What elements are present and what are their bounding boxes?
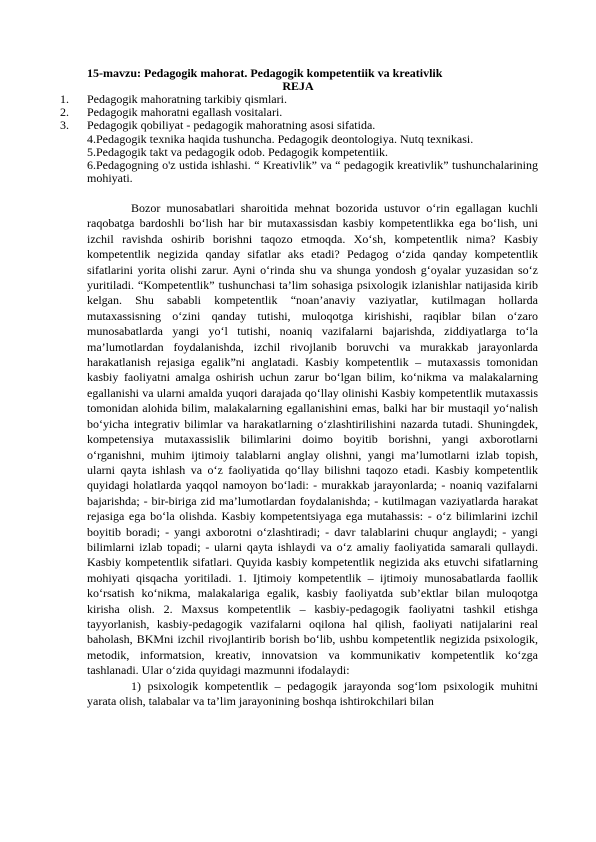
plan-heading: REJA: [282, 79, 314, 93]
plan-subitem: 5.Pedagogik takt va pedagogik odob. Pedagogik kompetentiik.: [87, 144, 388, 159]
page-title: 15-mavzu: Pedagogik mahorat. Pedagogik kompetentiik va kreativlik: [87, 66, 443, 80]
plan-item-number: 1.: [60, 92, 69, 106]
plan-item-number: 2.: [60, 105, 69, 120]
plan-item-text: Pedagogik mahoratni egallash vositalari.: [87, 105, 283, 120]
plan-subitem: 6.Pedagogning o'z ustida ishlashi. “ Kreativlik” va “ pedagogik kreativlik” tushunchalarining mohiyati.: [87, 158, 538, 186]
body-paragraph: Bozor munosabatlari sharoitida mehnat bozorida ustuvor o‘rin egallagan kuchli raqobatga bardoshli bo‘lish har bir mutaxassisdan kasbiy kompetentlikka ega bo‘lish, uni izchil ravishda oshirib borishni taqozo etmoqda. Xo‘sh, kompetentlik nima? Kasbiy kompetentlik negizida qanday sifatlar aks etadi? Pedagog o‘zida qanday kompetentlik sifatlarini yorita olishi zarur. Ayni o‘rinda shu va shunga yondosh g‘oyalar yuzasidan so‘z yuritiladi. “Kompetentlik” tushunchasi ta’lim sohasiga psixologik izlanishlar natijasida kirib kelgan. Shu sababli kompetentlik “noan’anaviy vaziyatlar, kutilmagan hollarda mutaxassisning o‘zini qanday tutishi, muloqotga kirishishi, raqiblar bilan o‘zaro munosabatlarda yangi yo‘l tutishi, noaniq vazifalarni bajarishda, ziddiyatlarga to‘la ma’lumotlardan foydalanishda, izchil rivojlanib boruvchi va murakkab jarayonlarda harakatlanish rejasiga egalik”ni anglatadi. Kasbiy kompetentlik – mutaxassis tomonidan kasbiy faoliyatni amalga oshirish uchun zarur bo‘lgan bilim, ko‘nikma va malakalarning egallanishi va ularni amalda yuqori darajada qo‘llay olinishi Kasbiy kompetentlik mutaxassis tomonidan alohida bilim, malakalarning egallanishini emas, balki har bir mustaqil yo‘nalish bo‘yicha integrativ bilimlar va harakatlarning o‘zlashtirilishini nazarda tutadi. Shuningdek, kompetensiya mutaxassislik bilimlarini doimo boyitib borishni, yangi axborotlarni o‘rganishni, muhim ijtimoiy talablarni anglay olishni, yangi ma’lumotlarni izlab topish, ularni qayta ishlash va o‘z faoliyatida qo‘llay bilishni taqozo etadi. Kasbiy kompetentlik quyidagi holatlarda yaqqol namoyon bo‘ladi: - murakkab jarayonlarda; - noaniq vazifalarni bajarishda; - bir-biriga zid ma’lumotlardan foydalanishda; - kutilmagan vaziyatlarda harakat rejasiga ega bo‘la olishda. Kasbiy kompetentsiyaga ega mutahassis: - o‘z bilimlarini izchil boyitib boradi; - yangi axborotni o‘zlashtiradi; - davr talablarini chuqur anglaydi; - yangi bilimlarni izlab topadi; - ularni qayta ishlaydi va o‘z amaliy faoliyatida samarali qullaydi. Kasbiy kompetentlik sifatlari. Quyida kasbiy kompetentlik negizida aks etuvchi sifatlarning mohiyati qisqacha yoritiladi. 1. Ijtimoiy kompetentlik – ijtimoiy munosabatlarda faollik ko‘rsatish ko‘nikma, malakalariga egalik, kasbiy faoliyatda sub’ektlar bilan muloqotga kirisha olish. 2. Maxsus kompetentlik – kasbiy-pedagogik faoliyatni tashkil etishga tayyorlanish, kasbiy-pedagogik vazifalarni oqilona hal qilish, faoliyati natijalarini real baholash, BKMni izchil rivojlantirib borish bo‘lib, ushbu kompetentlik negizida psixologik, metodik, informatsion, kreativ, innovatsion va kommunikativ kompetentlik ko‘zga tashlanadi. Ular o‘zida quyidagi mazmunni ifodalaydi:: [87, 201, 538, 678]
plan-item-text: Pedagogik qobiliyat - pedagogik mahoratning asosi sifatida.: [87, 118, 376, 133]
plan-item-text: Pedagogik mahoratning tarkibiy qismlari.: [87, 92, 287, 106]
plan-list: [60, 93, 538, 185]
plan-subitem: 4.Pedagogik texnika haqida tushuncha. Pedagogik deontologiya. Nutq texnikasi.: [87, 131, 474, 146]
plan-item-number: 3.: [60, 118, 69, 133]
plan-item: [60, 119, 538, 132]
body-text: [87, 201, 538, 709]
body-paragraph: 1) psixologik kompetentlik – pedagogik jarayonda sog‘lom psixologik muhitni yarata olish, talabalar va ta’lim jarayonining boshqa ishtirokchilari bilan: [87, 678, 538, 708]
